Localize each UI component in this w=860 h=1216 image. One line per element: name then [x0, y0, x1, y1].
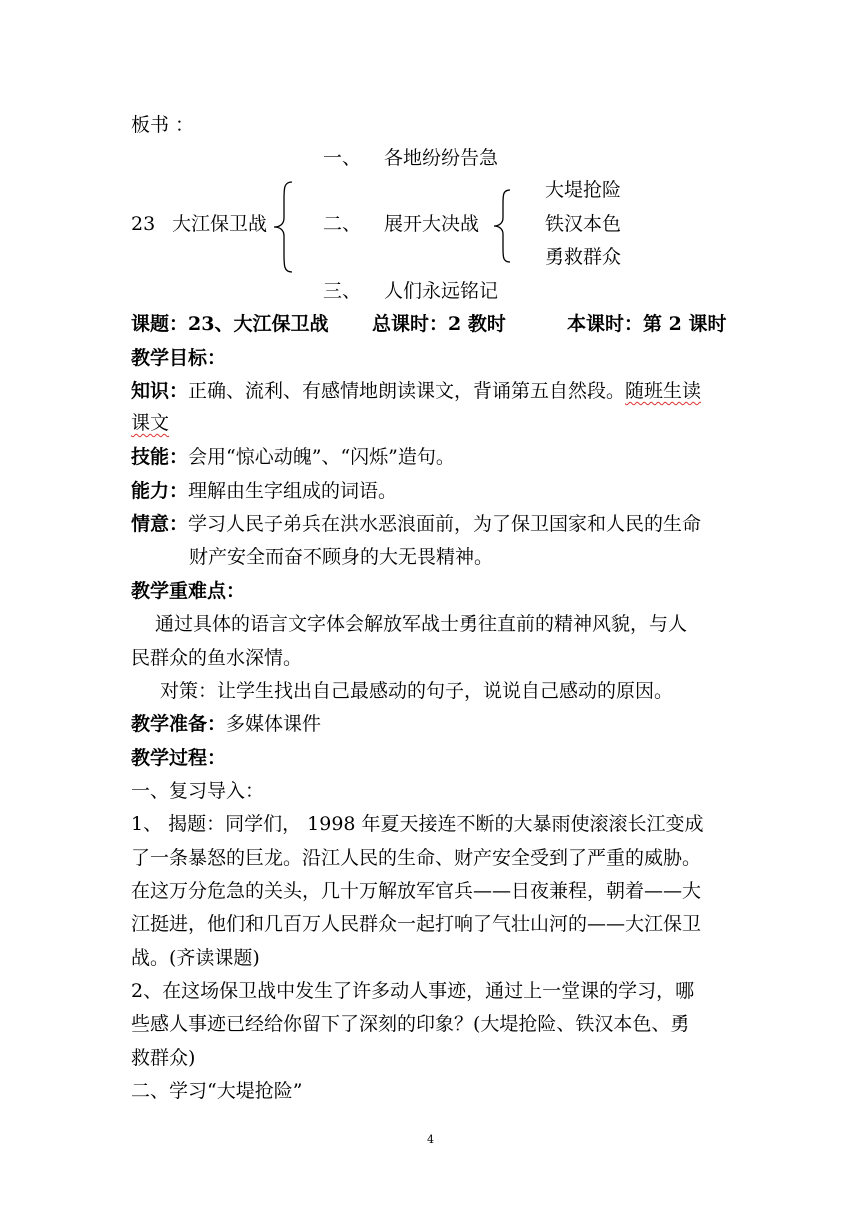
board-item-2-text: 展开大决战 — [384, 213, 480, 235]
difficulty-title: 教学重难点： — [131, 580, 246, 602]
emotion-text-2: 财产安全而奋不顾身的大无畏精神。 — [189, 546, 494, 568]
paragraph-1-line-5: 战。(齐读课题) — [131, 947, 260, 969]
emotion-text-1: 学习人民子弟兵在洪水恶浪面前，为了保卫国家和人民的生命 — [188, 513, 702, 535]
goals-title: 教学目标： — [131, 347, 227, 369]
knowledge-line — [131, 382, 701, 401]
total-periods: 总课时：2 教时 — [372, 313, 506, 335]
skill-label: 技能： — [131, 446, 189, 468]
prep-text: 多媒体课件 — [226, 713, 322, 735]
board-lesson-title: 大江保卫战 — [172, 213, 268, 235]
board-lesson-number: 23 — [131, 213, 156, 235]
ability-text: 理解由生字组成的词语。 — [188, 480, 398, 502]
knowledge-line-2 — [131, 414, 169, 433]
board-sub-item-1: 大堤抢险 — [545, 179, 622, 201]
right-brace-icon — [492, 188, 512, 264]
board-item-1-num: 一、 — [323, 147, 362, 169]
process-title: 教学过程： — [131, 747, 227, 769]
board-item-3-text: 人们永远铭记 — [384, 280, 499, 302]
paragraph-2-line-1: 2、在这场保卫战中发生了许多动人事迹，通过上一堂课的学习，哪 — [131, 980, 695, 1002]
paragraph-2-line-2: 些感人事迹已经给你留下了深刻的印象？(大堤抢险、铁汉本色、勇 — [131, 1013, 690, 1035]
ability-label: 能力： — [131, 480, 189, 502]
board-item-1-text: 各地纷纷告急 — [384, 147, 499, 169]
emotion-label: 情意： — [131, 513, 189, 535]
knowledge-label: 知识： — [131, 380, 189, 402]
paragraph-1-line-3: 在这万分危急的关头，几十万解放军官兵——日夜兼程，朝着——大 — [131, 880, 702, 902]
knowledge-text: 正确、流利、有感情地朗读课文，背诵第五自然段。 — [188, 380, 626, 402]
lesson-topic: 课题：23、大江保卫战 — [131, 313, 329, 335]
board-label: 板书 ： — [131, 114, 195, 136]
prep-label: 教学准备： — [131, 713, 227, 735]
board-sub-item-2: 铁汉本色 — [545, 213, 622, 235]
current-period: 本课时：第 2 课时 — [567, 313, 727, 335]
knowledge-extra-1: 随班生读 — [625, 380, 702, 402]
skill-text: 会用“惊心动魄”、“闪烁”造句。 — [188, 446, 455, 468]
difficulty-line-1: 通过具体的语言文字体会解放军战士勇往直前的精神风貌，与人 — [155, 613, 688, 635]
board-item-3-num: 三、 — [323, 280, 362, 302]
section-1-heading: 一、复习导入： — [131, 780, 265, 802]
paragraph-1-line-4: 江挺进，他们和几百万人民群众一起打响了气壮山河的——大江保卫 — [131, 913, 702, 935]
emotion-line — [131, 515, 701, 534]
difficulty-line-2: 民群众的鱼水深情。 — [131, 647, 303, 669]
left-brace-icon — [272, 180, 294, 274]
board-sub-item-3: 勇救群众 — [545, 246, 622, 268]
paragraph-1-line-2: 了一条暴怒的巨龙。沿江人民的生命、财产安全受到了严重的威胁。 — [131, 847, 702, 869]
strategy-text: 对策：让学生找出自己最感动的句子，说说自己感动的原因。 — [160, 680, 674, 702]
board-item-2-num: 二、 — [323, 213, 362, 235]
prep-line — [131, 715, 321, 734]
paragraph-1-line-1: 1、 揭题：同学们， 1998 年夏天接连不断的大暴雨使滚滚长江变成 — [131, 813, 704, 835]
page-number: 4 — [427, 1133, 434, 1146]
knowledge-extra-2: 课文 — [131, 412, 170, 434]
section-2-heading: 二、学习“大堤抢险” — [131, 1080, 303, 1102]
ability-line — [131, 482, 397, 501]
skill-line — [131, 448, 455, 467]
paragraph-2-line-3: 救群众) — [131, 1047, 196, 1069]
